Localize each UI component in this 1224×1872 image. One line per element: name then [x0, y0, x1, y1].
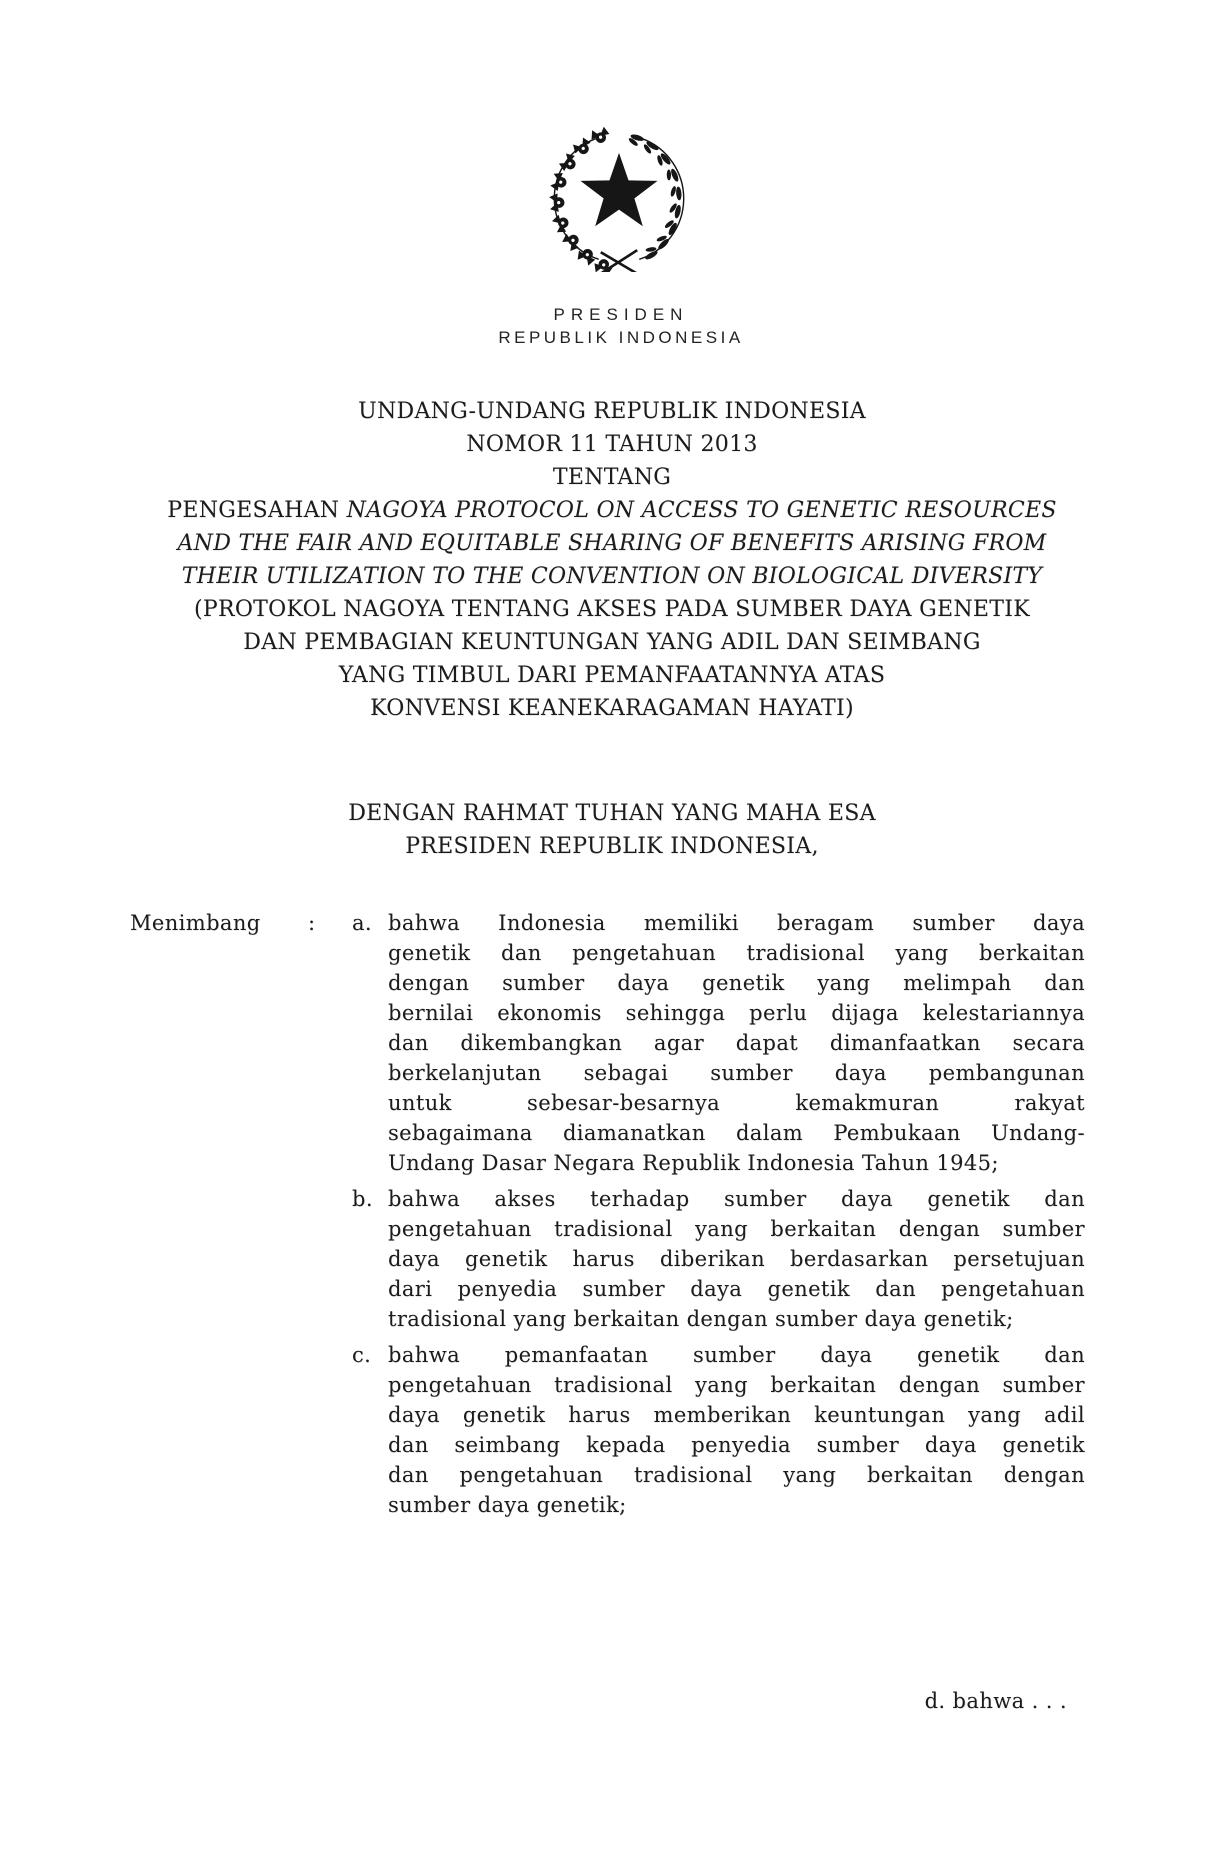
menimbang-colon: :: [308, 911, 316, 935]
item-a-line: dan dikembangkan agar dapat dimanfaatkan secara: [388, 1031, 1085, 1055]
title-line-7: (PROTOKOL NAGOYA TENTANG AKSES PADA SUMBER DAYA GENETIK: [194, 597, 1030, 622]
title-line-8: DAN PEMBAGIAN KEUNTUNGAN YANG ADIL DAN SEIMBANG: [243, 630, 981, 655]
law-title-block: [0, 395, 1224, 725]
title-line-2: NOMOR 11 TAHUN 2013: [466, 432, 758, 457]
letterhead-republik-indonesia: REPUBLIK INDONESIA: [498, 328, 744, 347]
menimbang-grid: [130, 908, 1085, 1526]
menimbang-section: [0, 908, 1224, 1526]
item-b-line: tradisional yang berkaitan dengan sumber daya genetik;: [388, 1307, 1014, 1331]
item-c-text: [388, 1340, 1085, 1520]
title-line-9: YANG TIMBUL DARI PEMANFAATANNYA ATAS: [338, 663, 886, 688]
item-b-line: daya genetik harus diberikan berdasarkan persetujuan: [388, 1247, 1085, 1271]
item-c-line: dan seimbang kepada penyedia sumber daya genetik: [388, 1433, 1085, 1457]
presidential-emblem: [543, 124, 695, 272]
item-a-line: bahwa Indonesia memiliki beragam sumber daya: [388, 911, 1085, 935]
item-a-line: untuk sebesar-besarnya kemakmuran rakyat: [388, 1091, 1085, 1115]
star-wreath-icon: [543, 124, 695, 272]
item-b-text: [388, 1184, 1085, 1334]
item-c-line: dan pengetahuan tradisional yang berkaitan dengan: [388, 1463, 1085, 1487]
item-a-line: genetik dan pengetahuan tradisional yang berkaitan: [388, 941, 1085, 965]
item-a-text: [388, 908, 1085, 1178]
letterhead: [9, 303, 1224, 349]
title-line-4-italic: NAGOYA PROTOCOL ON ACCESS TO GENETIC RESOURCES: [346, 498, 1057, 523]
item-b-line: pengetahuan tradisional yang berkaitan dengan sumber: [388, 1217, 1085, 1241]
spacer: [308, 1340, 352, 1526]
item-b-line: bahwa akses terhadap sumber daya genetik dan: [388, 1187, 1085, 1211]
item-c-line: sumber daya genetik;: [388, 1493, 627, 1517]
item-a-line: Undang Dasar Negara Republik Indonesia Tahun 1945;: [388, 1151, 999, 1175]
item-marker-a: a.: [352, 911, 372, 935]
page-catchword: d. bahwa . . .: [924, 1689, 1067, 1713]
title-line-6: THEIR UTILIZATION TO THE CONVENTION ON BIOLOGICAL DIVERSITY: [181, 564, 1043, 589]
item-marker-c: c.: [352, 1343, 372, 1367]
title-line-10: KONVENSI KEANEKARAGAMAN HAYATI): [370, 696, 854, 721]
item-b-line: dari penyedia sumber daya genetik dan pengetahuan: [388, 1277, 1085, 1301]
title-line-1: UNDANG-UNDANG REPUBLIK INDONESIA: [358, 399, 866, 424]
preamble-line-2: PRESIDEN REPUBLIK INDONESIA,: [405, 834, 819, 859]
preamble-invocation: [0, 797, 1224, 863]
item-c-line: daya genetik harus memberikan keuntungan yang adil: [388, 1403, 1085, 1427]
spacer: [308, 1184, 352, 1340]
title-line-4: [0, 494, 1224, 527]
title-line-5: AND THE FAIR AND EQUITABLE SHARING OF BENEFITS ARISING FROM: [177, 531, 1047, 556]
spacer: [130, 1340, 308, 1526]
item-a-line: sebagaimana diamanatkan dalam Pembukaan Undang-: [388, 1121, 1085, 1145]
menimbang-label: Menimbang: [130, 911, 261, 935]
item-marker-b: b.: [352, 1187, 373, 1211]
letterhead-presiden: PRESIDEN: [553, 305, 689, 324]
preamble-line-1: DENGAN RAHMAT TUHAN YANG MAHA ESA: [348, 801, 876, 826]
item-c-line: bahwa pemanfaatan sumber daya genetik dan: [388, 1343, 1085, 1367]
item-a-line: berkelanjutan sebagai sumber daya pembangunan: [388, 1061, 1085, 1085]
item-a-line: bernilai ekonomis sehingga perlu dijaga kelestariannya: [388, 1001, 1085, 1025]
spacer: [130, 1184, 308, 1340]
item-a-line: dengan sumber daya genetik yang melimpah dan: [388, 971, 1085, 995]
title-line-3: TENTANG: [552, 465, 672, 490]
title-line-4-upright: PENGESAHAN: [167, 498, 340, 523]
item-c-line: pengetahuan tradisional yang berkaitan dengan sumber: [388, 1373, 1085, 1397]
